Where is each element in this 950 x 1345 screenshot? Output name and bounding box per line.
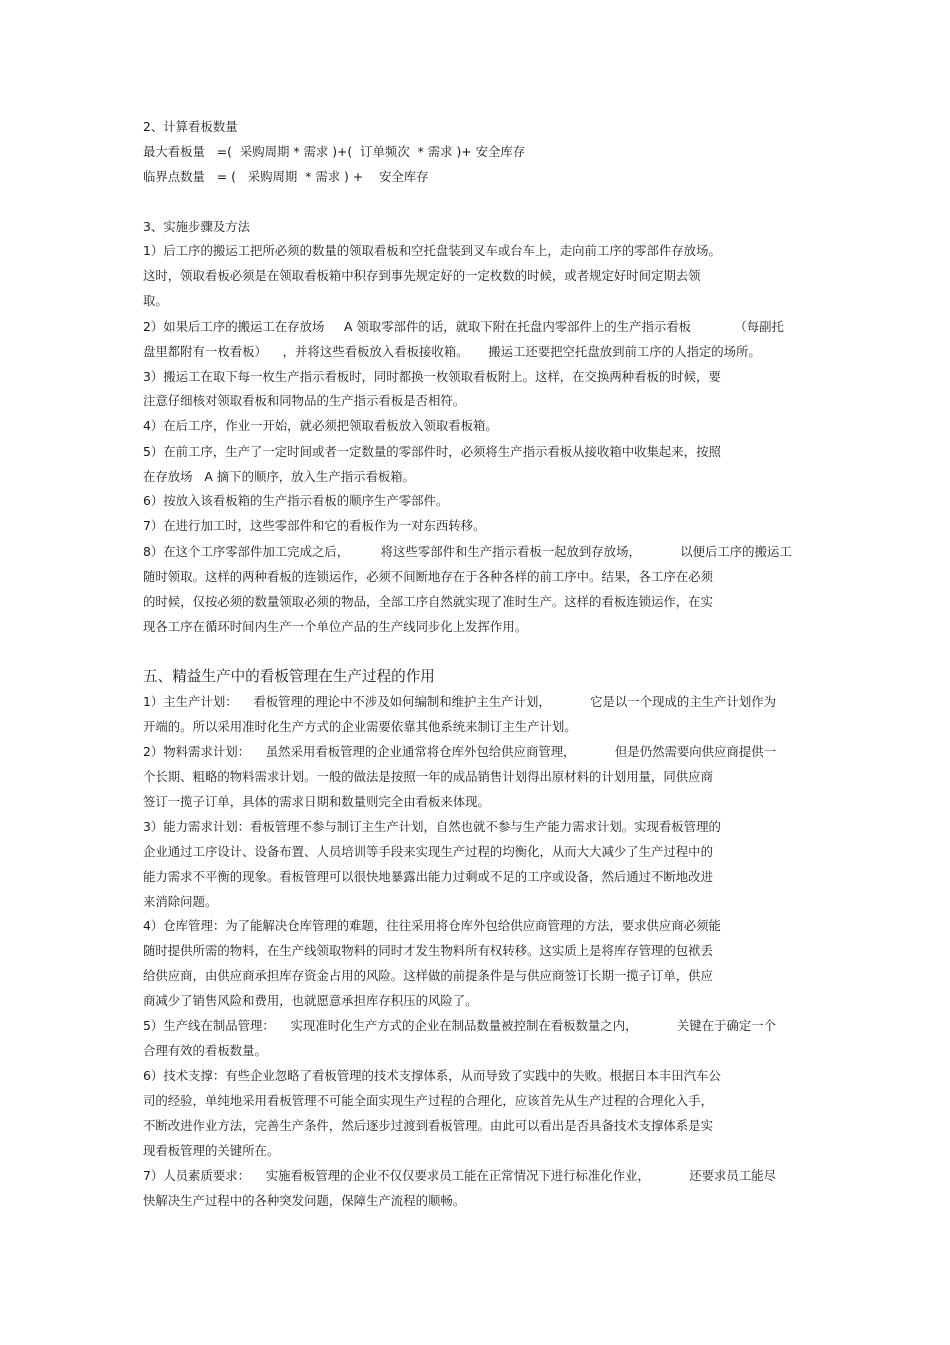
paragraph-line: 企业通过工序设计、设备布置、人员培训等手段来实现生产过程的均衡化，从而大大减少了生产过程中的 — [143, 844, 713, 859]
paragraph-line: 随时领取。这样的两种看板的连锁运作，必须不间断地存在于各种各样的前工序中。结果，各工序在必须 — [143, 569, 713, 584]
paragraph-line: 在存放场 A 摘下的顺序，放入生产指示看板箱。 — [143, 469, 416, 484]
paragraph-line: 2）如果后工序的搬运工在存放场 A 领取零部件的话，就取下附在托盘内零部件上的生产指示看板 （每副托 — [143, 319, 784, 334]
paragraph-line: 现看板管理的关键所在。 — [143, 1143, 280, 1158]
paragraph-line: 来消除问题。 — [143, 894, 218, 909]
paragraph-line: 现各工序在循环时间内生产一个单位产品的生产线同步化上发挥作用。 — [143, 619, 528, 634]
paragraph-line: 取。 — [143, 293, 168, 308]
paragraph-line: 的时候，仅按必须的数量领取必须的物品，全部工序自然就实现了准时生产。这样的看板连锁运作，在实 — [143, 594, 713, 609]
paragraph-line: 8）在这个工序零部件加工完成之后， 将这些零部件和生产指示看板一起放到存放场， 以便后工序的搬运工 — [143, 544, 792, 559]
paragraph-line: 这时，领取看板必须是在领取看板箱中积存到事先规定好的一定枚数的时候，或者规定好时间定期去领 — [143, 268, 701, 283]
paragraph-line: 随时提供所需的物料，在生产线领取物料的同时才发生物料所有权转移。这实质上是将库存管理的包袱丢 — [143, 943, 713, 958]
paragraph-line: 能力需求不平衡的现象。看板管理可以很快地暴露出能力过剩或不足的工序或设备，然后通过不断地改进 — [143, 869, 713, 884]
paragraph-line: 4）仓库管理：为了能解决仓库管理的难题，往往采用将仓库外包给供应商管理的方法，要求供应商必须能 — [143, 918, 721, 933]
formula-max-kanban: 最大看板量 =( 采购周期 * 需求 )+( 订单频次 * 需求 )+ 安全库存 — [143, 144, 526, 159]
section-2-heading: 2、计算看板数量 — [143, 119, 238, 134]
formula-reorder-point: 临界点数量 = ( 采购周期 * 需求 ) + 安全库存 — [143, 169, 429, 184]
paragraph-line: 不断改进作业方法，完善生产条件，然后逐步过渡到看板管理。由此可以看出是否具备技术支撑体系是实 — [143, 1118, 713, 1133]
paragraph-line: 6）技术支撑：有些企业忽略了看板管理的技术支撑体系，从而导致了实践中的失败。根据日本丰田汽车公 — [143, 1068, 721, 1083]
paragraph-line: 3）搬运工在取下每一枚生产指示看板时，同时都换一枚领取看板附上。这样，在交换两种看板的时候，要 — [143, 369, 721, 384]
section-3-heading: 3、实施步骤及方法 — [143, 219, 251, 234]
paragraph-line: 快解决生产过程中的各种突发问题，保障生产流程的顺畅。 — [143, 1193, 466, 1208]
paragraph-line: 7）在进行加工时，这些零部件和它的看板作为一对东西转移。 — [143, 518, 486, 533]
paragraph-line: 盘里都附有一枚看板） ，并将这些看板放入看板接收箱。 搬运工还要把空托盘放到前工序的人指定的场所。 — [143, 344, 761, 359]
paragraph-line: 给供应商，由供应商承担库存资金占用的风险。这样做的前提条件是与供应商签订长期一揽子订单，供应 — [143, 968, 713, 983]
paragraph-line: 签订一揽子订单，具体的需求日期和数量则完全由看板来体现。 — [143, 794, 490, 809]
paragraph-line: 5）在前工序，生产了一定时间或者一定数量的零部件时，必须将生产指示看板从接收箱中收集起来，按照 — [143, 444, 721, 459]
paragraph-line: 6）按放入该看板箱的生产指示看板的顺序生产零部件。 — [143, 493, 449, 508]
paragraph-line: 商减少了销售风险和费用，也就愿意承担库存积压的风险了。 — [143, 993, 478, 1008]
paragraph-line: 开端的。所以采用准时化生产方式的企业需要依靠其他系统来制订主生产计划。 — [143, 719, 577, 734]
paragraph-line: 1）主生产计划： 看板管理的理论中不涉及如何编制和维护主生产计划， 它是以一个现成的主生产计划作为 — [143, 694, 776, 709]
paragraph-line: 3）能力需求计划：看板管理不参与制订主生产计划，自然也就不参与生产能力需求计划。实现看板管理的 — [143, 819, 721, 834]
paragraph-line: 注意仔细核对领取看板和同物品的生产指示看板是否相符。 — [143, 393, 466, 408]
paragraph-line: 2）物料需求计划： 虽然采用看板管理的企业通常将仓库外包给供应商管理， 但是仍然需要向供应商提供一 — [143, 744, 776, 759]
paragraph-line: 个长期、粗略的物料需求计划。一般的做法是按照一年的成品销售计划得出原材料的计划用量，同供应商 — [143, 769, 713, 784]
paragraph-line: 5）生产线在制品管理： 实现准时化生产方式的企业在制品数量被控制在看板数量之内， 关键在于确定一个 — [143, 1018, 776, 1033]
paragraph-line: 司的经验，单纯地采用看板管理不可能全面实现生产过程的合理化，应该首先从生产过程的合理化入手， — [143, 1093, 713, 1108]
paragraph-line: 1）后工序的搬运工把所必须的数量的领取看板和空托盘装到叉车或台车上，走向前工序的零部件存放场。 — [143, 243, 721, 258]
paragraph-line: 7）人员素质要求： 实施看板管理的企业不仅仅要求员工能在正常情况下进行标准化作业， 还要求员工能尽 — [143, 1168, 776, 1183]
paragraph-line: 合理有效的看板数量。 — [143, 1043, 267, 1058]
section-5-heading: 五、精益生产中的看板管理在生产过程的作用 — [143, 668, 435, 685]
paragraph-line: 4）在后工序，作业一开始，就必须把领取看板放入领取看板箱。 — [143, 418, 498, 433]
